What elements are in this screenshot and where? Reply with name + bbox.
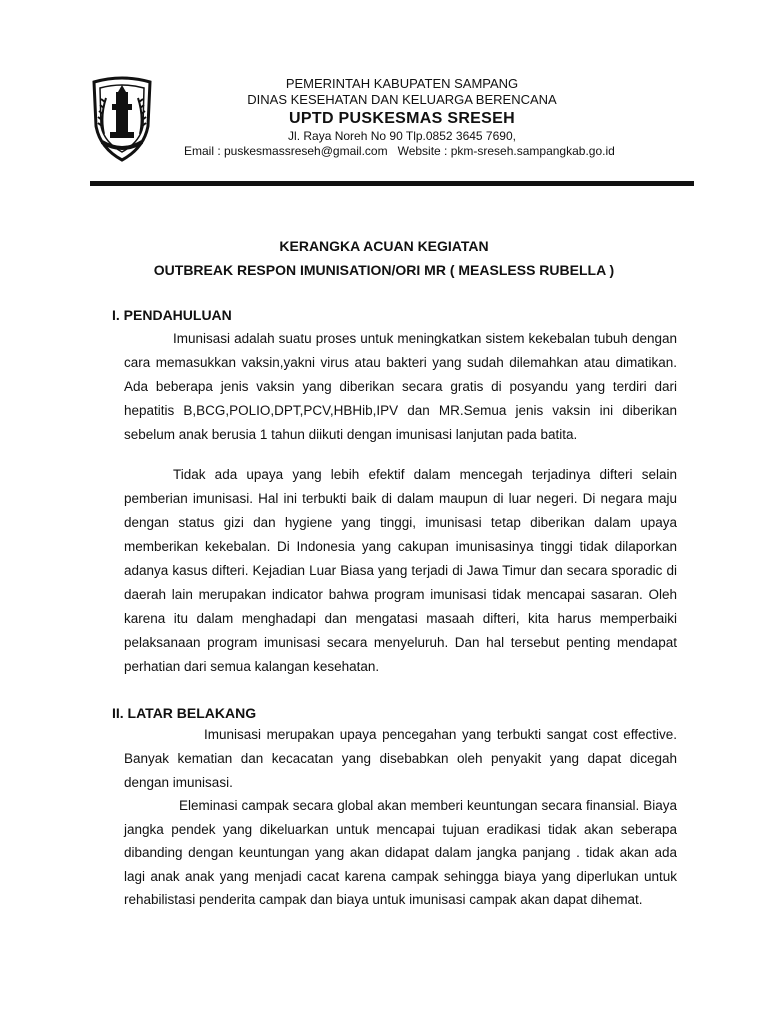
letterhead-website: Website : pkm-sreseh.sampangkab.go.id (397, 144, 615, 158)
kabupaten-logo-icon (88, 76, 156, 162)
section-heading-latar-belakang: II. LATAR BELAKANG (112, 705, 257, 721)
letterhead-organization: UPTD PUSKESMAS SRESEH (289, 109, 515, 127)
paragraph: Imunisasi adalah suatu proses untuk meningkatkan sistem kekebalan tubuh dengan cara memasukkan vaksin,yakni virus atau bakteri yang sudah dilemahkan atau dimatikan. Ada beberapa jenis vaksin yang diberikan secara gratis di posyandu yang terdiri dari hepatitis B,BCG,POLIO,DPT,PCV,HBHib,IPV dan MR.Semua jenis vaksin ini diberikan sebelum anak berusia 1 tahun diikuti dengan imunisasi lanjutan pada batita. (124, 331, 677, 442)
paragraph: Tidak ada upaya yang lebih efektif dalam mencegah terjadinya difteri selain pemberian imunisasi. Hal ini terbukti baik di dalam maupun di luar negeri. Di negara maju dengan status gizi dan hygiene yang tinggi, imunisasi tetap diberikan dalam upaya memberikan kekebalan. Di Indonesia yang cakupan imunisasinya tinggi tidak dilaporkan adanya kasus difteri. Kejadian Luar Biasa yang terjadi di Jawa Timur dan secara sporadic di daerah lain merupakan indicator bahwa program imunisasi tidak mencapai sasaran. Oleh karena itu dalam menghadapi dan mengatasi masaah difteri, kita harus memperbaiki pelaksanaan program imunisasi secara menyeluruh. Dan hal tersebut penting mendapat perhatian dari semua kalangan kesehatan. (124, 467, 677, 674)
letterhead-email: Email : puskesmassreseh@gmail.com (184, 144, 388, 158)
paragraph: Imunisasi merupakan upaya pencegahan yang terbukti sangat cost effective. Banyak kematian dan kecacatan yang disebabkan oleh penyakit yang dapat dicegah dengan imunisasi. (124, 727, 677, 790)
letterhead-department: DINAS KESEHATAN DAN KELUARGA BERENCANA (247, 92, 557, 108)
letterhead-government: PEMERINTAH KABUPATEN SAMPANG (285, 76, 519, 91)
letterhead-address: Jl. Raya Noreh No 90 Tlp.0852 3645 7690, (288, 128, 516, 143)
document-title: KERANGKA ACUAN KEGIATAN (279, 238, 489, 254)
document-subtitle: OUTBREAK RESPON IMUNISATION/ORI MR ( MEASLESS RUBELLA ) (153, 262, 615, 278)
letterhead-divider (90, 181, 694, 186)
letterhead (160, 76, 644, 144)
letterhead-contact (184, 144, 615, 158)
section-heading-pendahuluan: I. PENDAHULUAN (112, 307, 232, 323)
paragraph: Eleminasi campak secara global akan memberi keuntungan secara finansial. Biaya jangka pendek yang dikeluarkan untuk mencapai tujuan eradikasi tidak akan seberapa dibanding dengan keuntungan yang akan didapat dalam jangka panjang . tidak akan ada lagi anak anak yang menjadi cacat karena campak sehingga biaya yang diperlukan untuk rehabilistasi penderita campak dan biaya untuk imunisasi campak akan dapat dihemat. (124, 798, 677, 907)
